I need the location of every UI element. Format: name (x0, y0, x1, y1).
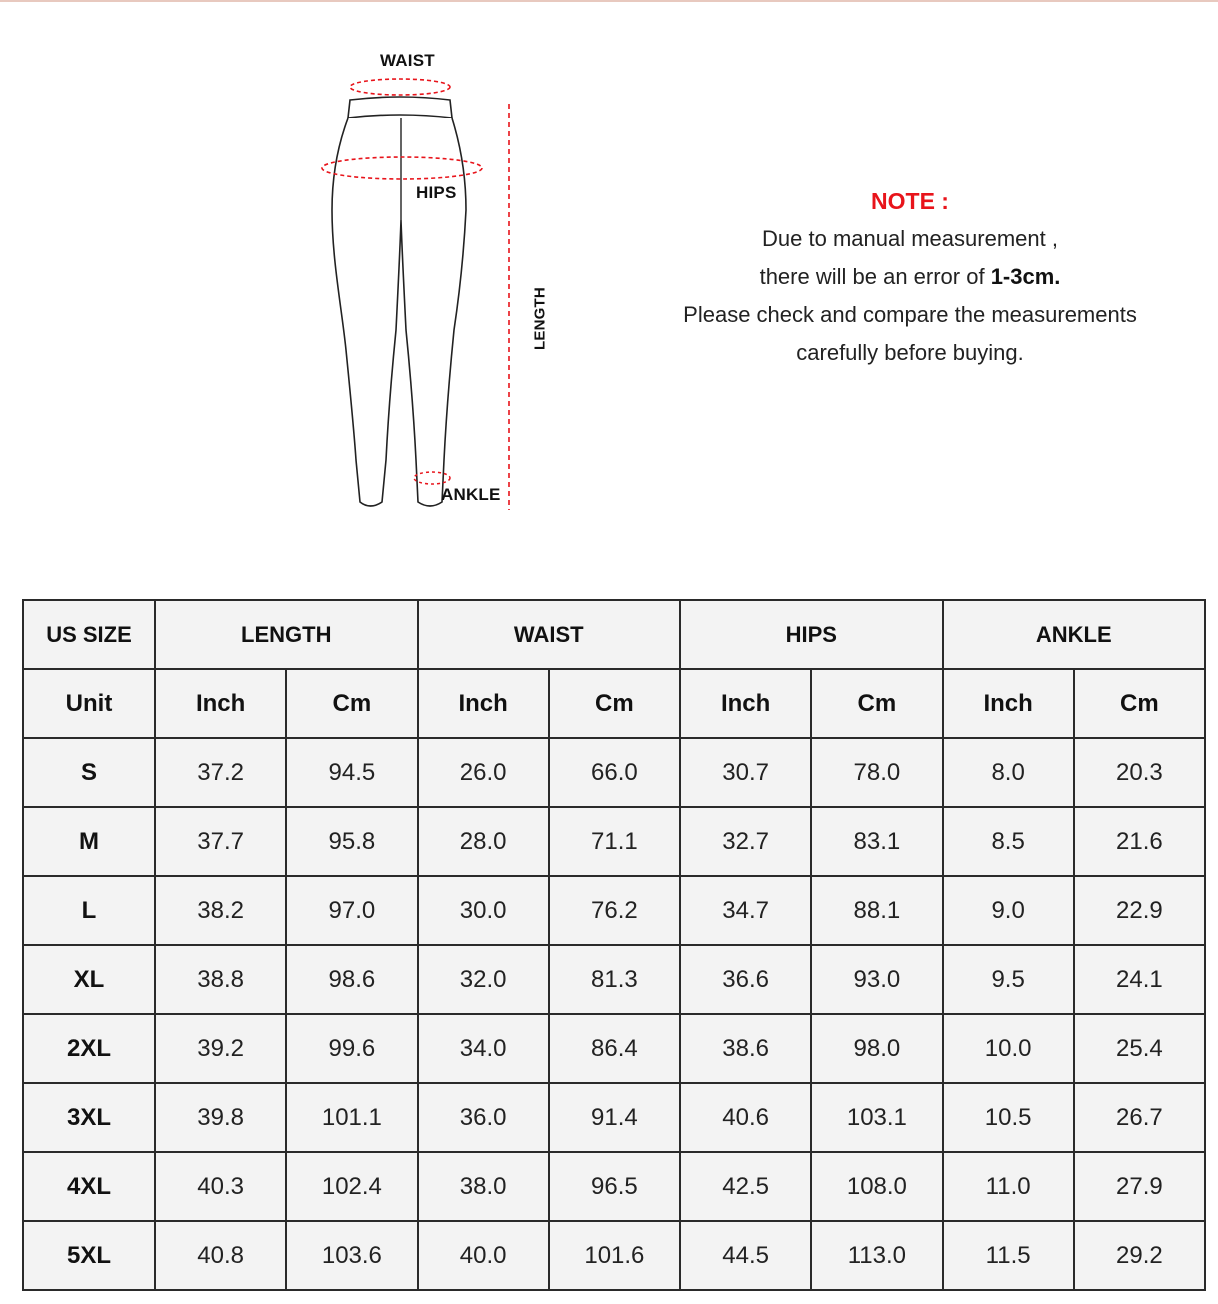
measurement-cell: 83.1 (811, 807, 942, 876)
note-line-4: carefully before buying. (796, 340, 1024, 365)
measurement-cell: 101.1 (286, 1083, 417, 1152)
table-row (23, 1083, 1205, 1152)
measurement-cell: 81.3 (549, 945, 680, 1014)
unit-cell: Inch (418, 669, 549, 738)
measurement-cell: 22.9 (1074, 876, 1205, 945)
measurement-cell: 113.0 (811, 1221, 942, 1290)
measurement-cell: 103.6 (286, 1221, 417, 1290)
measurement-cell: 27.9 (1074, 1152, 1205, 1221)
unit-cell: Cm (1074, 669, 1205, 738)
table-row (23, 738, 1205, 807)
measurement-cell: 101.6 (549, 1221, 680, 1290)
measurement-cell: 108.0 (811, 1152, 942, 1221)
measurement-cell: 38.6 (680, 1014, 811, 1083)
measurement-cell: 10.5 (943, 1083, 1074, 1152)
measurement-cell: 38.8 (155, 945, 286, 1014)
unit-cell: Cm (286, 669, 417, 738)
table-row (23, 876, 1205, 945)
hips-header: HIPS (680, 600, 943, 669)
measurement-cell: 8.5 (943, 807, 1074, 876)
measurement-cell: 30.0 (418, 876, 549, 945)
measurement-cell: 103.1 (811, 1083, 942, 1152)
size-cell: M (23, 807, 155, 876)
measurement-note (620, 182, 1200, 372)
measurement-cell: 40.0 (418, 1221, 549, 1290)
measurement-cell: 99.6 (286, 1014, 417, 1083)
measurement-cell: 93.0 (811, 945, 942, 1014)
unit-label: Unit (23, 669, 155, 738)
table-row (23, 807, 1205, 876)
measurement-cell: 29.2 (1074, 1221, 1205, 1290)
measurement-cell: 8.0 (943, 738, 1074, 807)
unit-row (23, 669, 1205, 738)
measurement-cell: 38.0 (418, 1152, 549, 1221)
measurement-cell: 94.5 (286, 738, 417, 807)
measurement-cell: 34.7 (680, 876, 811, 945)
size-cell: 5XL (23, 1221, 155, 1290)
measurement-cell: 36.0 (418, 1083, 549, 1152)
length-header: LENGTH (155, 600, 418, 669)
measurement-cell: 66.0 (549, 738, 680, 807)
table-row (23, 1014, 1205, 1083)
size-cell: 3XL (23, 1083, 155, 1152)
table-row (23, 1221, 1205, 1290)
measurement-cell: 21.6 (1074, 807, 1205, 876)
size-cell: 4XL (23, 1152, 155, 1221)
size-cell: XL (23, 945, 155, 1014)
measurement-cell: 102.4 (286, 1152, 417, 1221)
unit-cell: Inch (943, 669, 1074, 738)
measurement-cell: 25.4 (1074, 1014, 1205, 1083)
measurement-cell: 39.8 (155, 1083, 286, 1152)
measurement-cell: 40.8 (155, 1221, 286, 1290)
measurement-cell: 38.2 (155, 876, 286, 945)
ankle-label: ANKLE (441, 485, 501, 504)
measurement-cell: 11.0 (943, 1152, 1074, 1221)
unit-cell: Inch (155, 669, 286, 738)
table-row (23, 945, 1205, 1014)
measurement-cell: 11.5 (943, 1221, 1074, 1290)
measurement-cell: 95.8 (286, 807, 417, 876)
measurement-cell: 30.7 (680, 738, 811, 807)
measurement-cell: 88.1 (811, 876, 942, 945)
measurement-cell: 9.0 (943, 876, 1074, 945)
measurement-cell: 34.0 (418, 1014, 549, 1083)
measurement-cell: 78.0 (811, 738, 942, 807)
measurement-cell: 10.0 (943, 1014, 1074, 1083)
measurement-cell: 98.0 (811, 1014, 942, 1083)
measurement-cell: 37.2 (155, 738, 286, 807)
leggings-diagram (300, 40, 560, 520)
measurement-cell: 39.2 (155, 1014, 286, 1083)
measurement-cell: 24.1 (1074, 945, 1205, 1014)
unit-cell: Cm (811, 669, 942, 738)
measurement-cell: 36.6 (680, 945, 811, 1014)
note-line-2 (620, 258, 1200, 296)
note-error-range: 1-3cm. (990, 264, 1061, 289)
measurement-cell: 20.3 (1074, 738, 1205, 807)
size-cell: 2XL (23, 1014, 155, 1083)
unit-cell: Inch (680, 669, 811, 738)
measurement-cell: 32.7 (680, 807, 811, 876)
top-rule (0, 0, 1218, 2)
measurement-cell: 32.0 (418, 945, 549, 1014)
ankle-header: ANKLE (943, 600, 1206, 669)
hips-label: HIPS (416, 183, 457, 202)
measurement-cell: 26.7 (1074, 1083, 1205, 1152)
waist-header: WAIST (418, 600, 681, 669)
measurement-cell: 86.4 (549, 1014, 680, 1083)
unit-cell: Cm (549, 669, 680, 738)
waist-label: WAIST (380, 51, 435, 70)
table-header-row (23, 600, 1205, 669)
measurement-cell: 71.1 (549, 807, 680, 876)
measurement-cell: 91.4 (549, 1083, 680, 1152)
us-size-header: US SIZE (23, 600, 155, 669)
note-line-1: Due to manual measurement , (762, 226, 1058, 251)
leggings-outline-icon (300, 40, 560, 520)
note-title: NOTE : (871, 188, 949, 214)
size-cell: L (23, 876, 155, 945)
size-cell: S (23, 738, 155, 807)
measurement-cell: 44.5 (680, 1221, 811, 1290)
measurement-cell: 28.0 (418, 807, 549, 876)
measurement-cell: 37.7 (155, 807, 286, 876)
length-label: LENGTH (531, 287, 549, 350)
measurement-cell: 42.5 (680, 1152, 811, 1221)
table-row (23, 1152, 1205, 1221)
measurement-cell: 40.3 (155, 1152, 286, 1221)
measurement-cell: 98.6 (286, 945, 417, 1014)
measurement-cell: 97.0 (286, 876, 417, 945)
measurement-cell: 40.6 (680, 1083, 811, 1152)
measurement-cell: 96.5 (549, 1152, 680, 1221)
measurement-cell: 76.2 (549, 876, 680, 945)
measurement-cell: 26.0 (418, 738, 549, 807)
size-chart-table (22, 599, 1206, 1291)
note-line-2-text: there will be an error of (759, 264, 991, 289)
note-line-3: Please check and compare the measurements (683, 302, 1137, 327)
measurement-cell: 9.5 (943, 945, 1074, 1014)
